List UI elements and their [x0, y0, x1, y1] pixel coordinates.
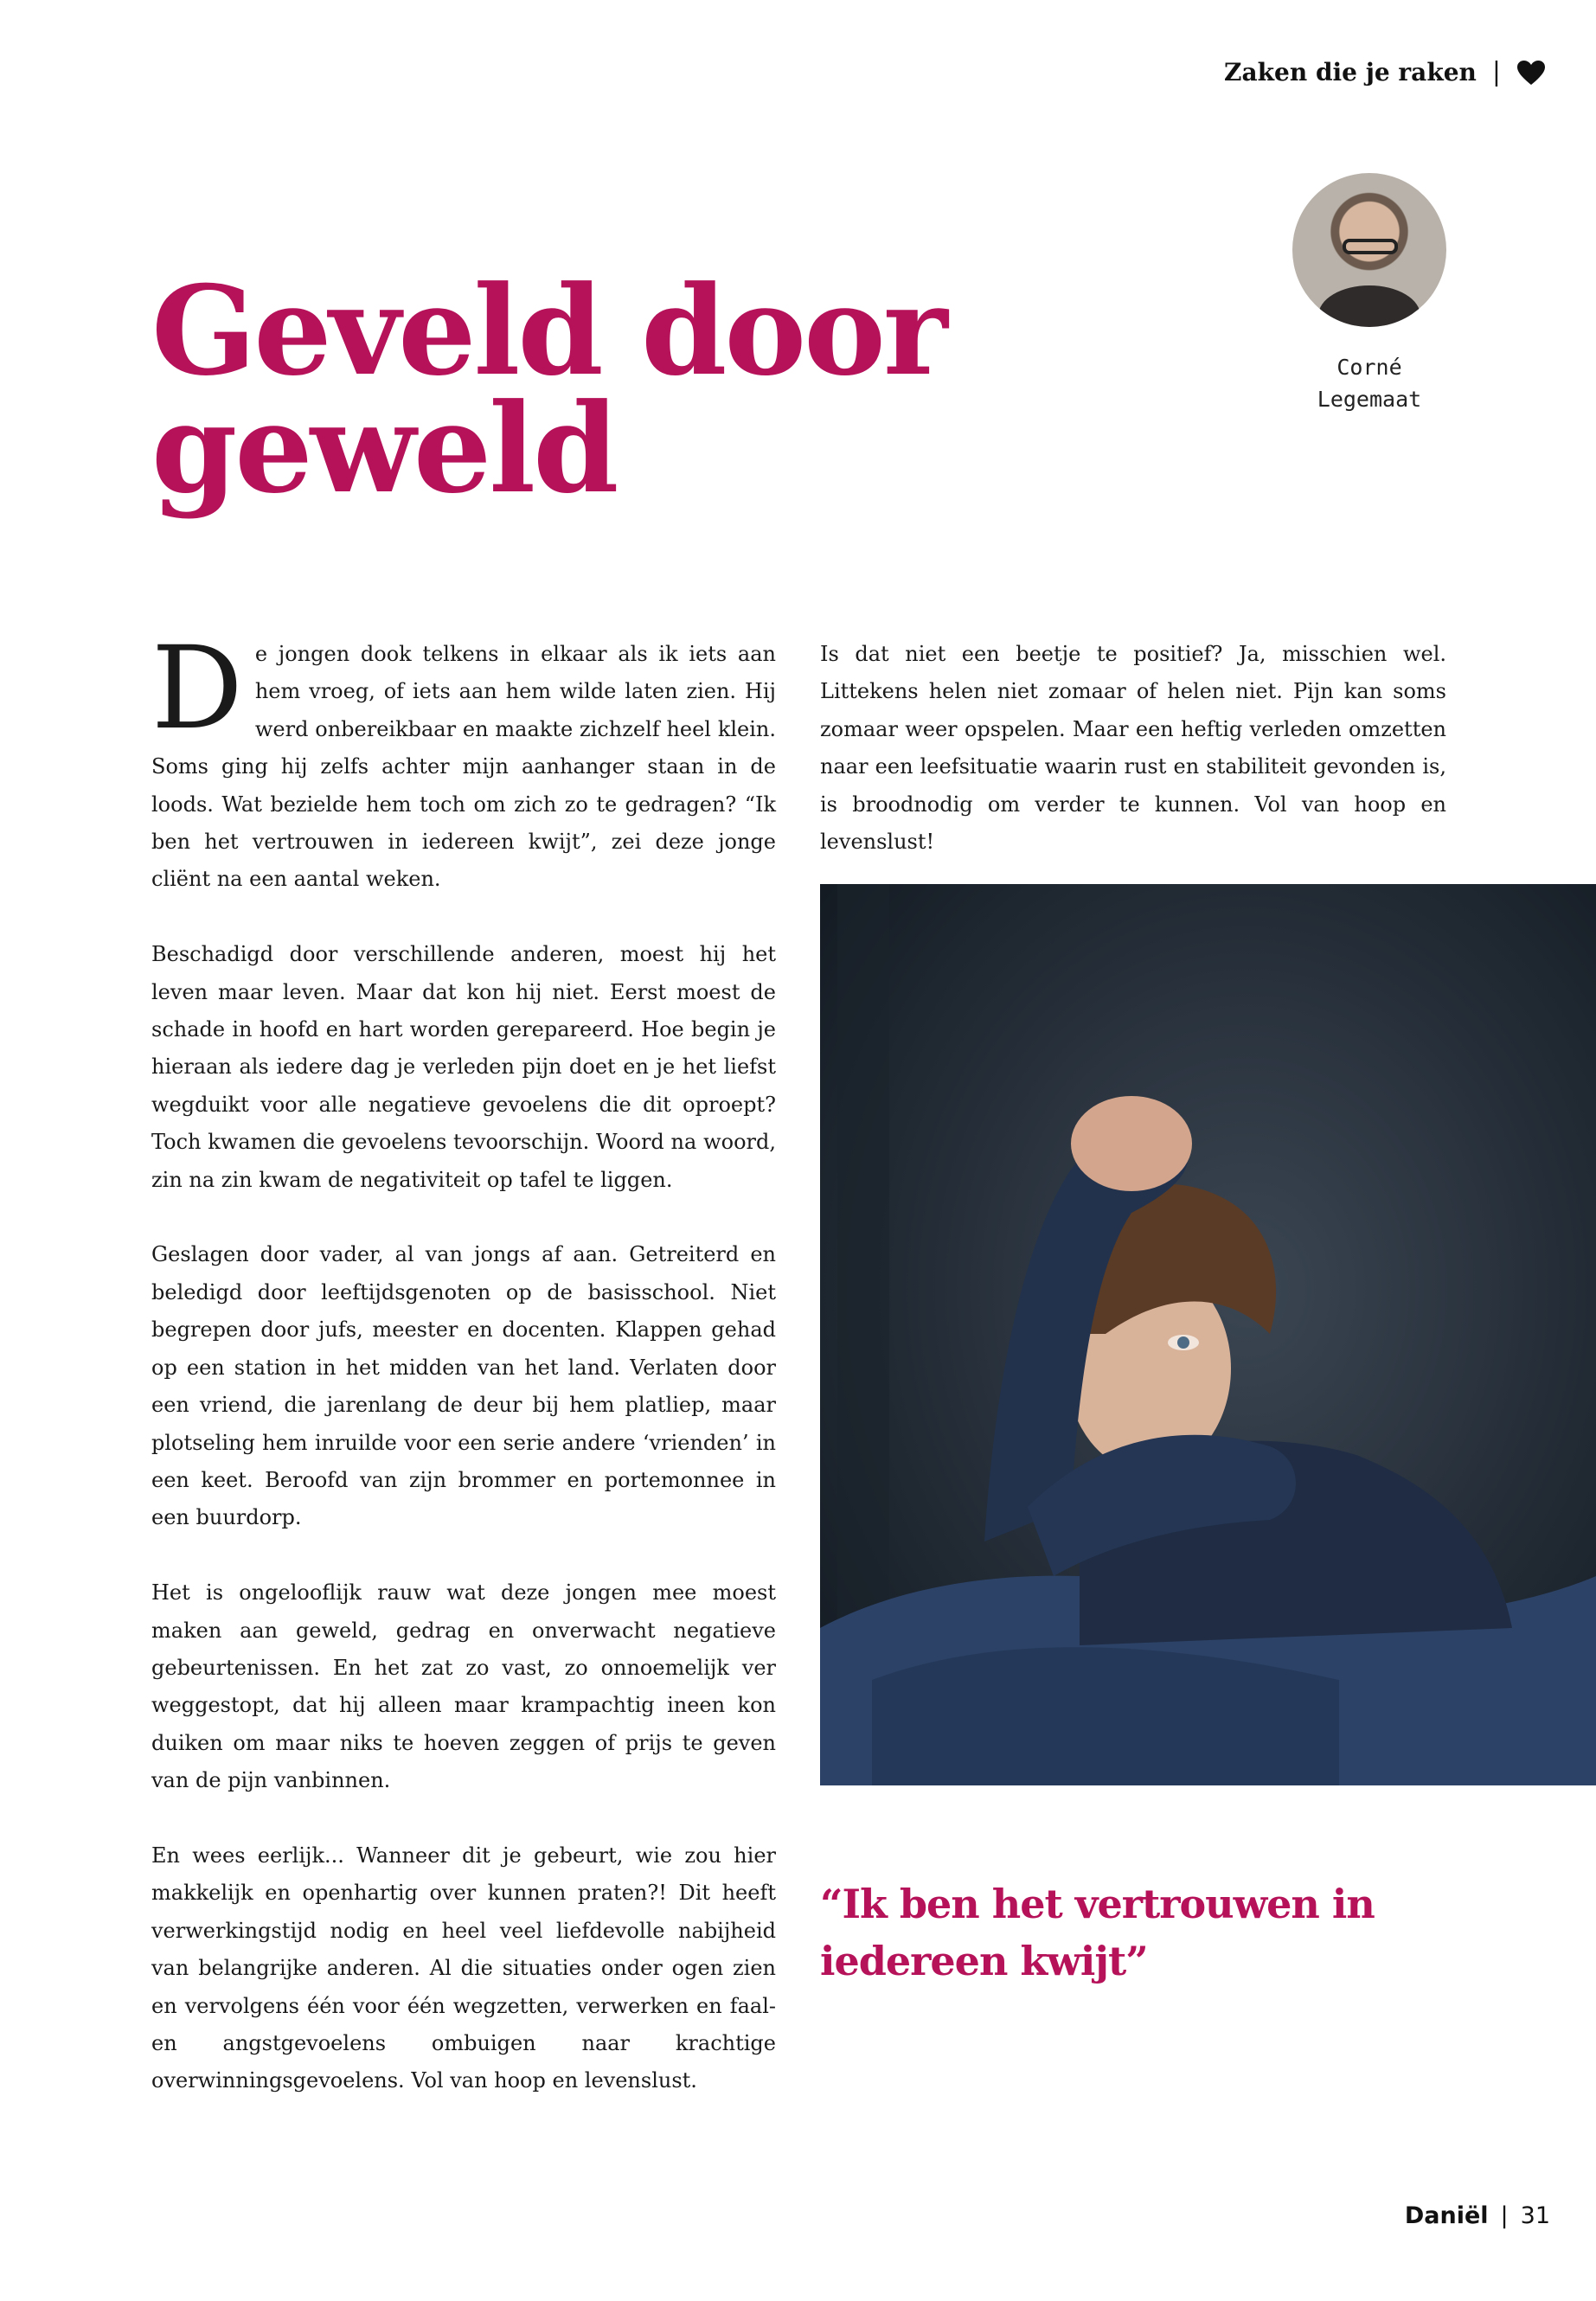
article-paragraph-3: Geslagen door vader, al van jongs af aan. Getreiterd en beledigd door leeftijdsgenoten op de basisschool. Niet begrepen door jufs, meester en docenten. Klappen gehad op een station in het midden van het land. Verlaten door een vriend, die jarenlang de deur bij hem platliep, maar plotseling hem inruilde voor een serie andere ‘vrienden’ in een keet. Beroofd van zijn brommer en portemonnee in een buurdorp. [151, 1242, 776, 1530]
author-avatar [1292, 173, 1446, 327]
magazine-name: Daniël [1404, 2202, 1489, 2229]
author-first-name: Corné [1336, 355, 1402, 380]
article-paragraph-1 [151, 622, 776, 899]
section-label: Zaken die je raken [1224, 58, 1477, 87]
article-paragraph-2: Beschadigd door verschillende anderen, moest hij het leven maar leven. Maar dat kon hij niet. Eerst moest de schade in hoofd en hart worden gerepareerd. Hoe begin je hieraan als iedere dag je verleden pijn doet en je het liefst wegduikt voor alle negatieve gevoelens die dit oproept? Toch kwamen die gevoelens tevoorschijn. Woord na woord, zin na zin kwam de negativiteit op tafel te liggen. [151, 942, 776, 1192]
drop-cap: D [151, 622, 243, 755]
page-footer [1405, 2202, 1550, 2229]
section-header [1224, 57, 1546, 87]
paragraph-1-text: e jongen dook telkens in elkaar als ik iets aan hem vroeg, of iets aan hem wilde laten zien. Hij werd onbereikbaar en maakte zichzelf heel klein. Soms ging hij zelfs achter mijn aanhanger staan in de loods. Wat bezielde hem toch om zich zo te gedragen? “Ik ben het vertrouwen in iedereen kwijt”, zei deze jonge cliënt na een aantal weken. [151, 642, 776, 892]
page-number: 31 [1520, 2202, 1550, 2229]
footer-separator: | [1500, 2202, 1509, 2229]
article-title: Geveld door geweld [151, 260, 945, 521]
article-paragraph-4: Het is ongelooflijk rauw wat deze jongen mee moest maken aan geweld, gedrag en onverwacht negatieve gebeurtenissen. En het zat zo vast, zo onnoemelijk ver weggestopt, dat hij alleen maar krampachtig ineen kon duiken om maar niks te hoeven zeggen of prijs te geven van de pijn vanbinnen. [151, 1580, 776, 1793]
author-name [1280, 351, 1458, 415]
article-paragraph-5: En wees eerlijk... Wanneer dit je gebeurt, wie zou hier makkelijk en openhartig over kunnen praten?! Dit heeft verwerkingstijd nodig en heel veel liefdevolle nabijheid van belangrijke anderen. Al die situaties onder ogen zien en vervolgens één voor één wegzetten, verwerken en faal- en angstgevoelens ombuigen naar krachtige overwinningsgevoelens. Vol van hoop en levenslust. [151, 1843, 776, 2093]
header-separator: | [1491, 57, 1501, 87]
heart-icon [1516, 60, 1546, 86]
article-right-column [820, 636, 1446, 899]
author-block [1280, 173, 1458, 415]
author-glasses [1343, 239, 1398, 254]
article-paragraph-6: Is dat niet een beetje te positief? Ja, misschien wel. Littekens helen niet zomaar of helen niet. Pijn kan soms zomaar weer opspelen. Maar een heftig verleden omzetten naar een leefsituatie waarin rust en stabiliteit gevonden is, is broodnodig om verder te kunnen. Vol van hoop en levenslust! [820, 642, 1446, 855]
author-last-name: Legemaat [1317, 387, 1422, 412]
photo-illustration [820, 884, 1596, 1785]
article-left-column [151, 622, 776, 2138]
article-photo [820, 884, 1596, 1785]
author-shirt [1318, 285, 1420, 327]
pull-quote: “Ik ben het vertrouwen in iedereen kwijt” [820, 1881, 1375, 1984]
